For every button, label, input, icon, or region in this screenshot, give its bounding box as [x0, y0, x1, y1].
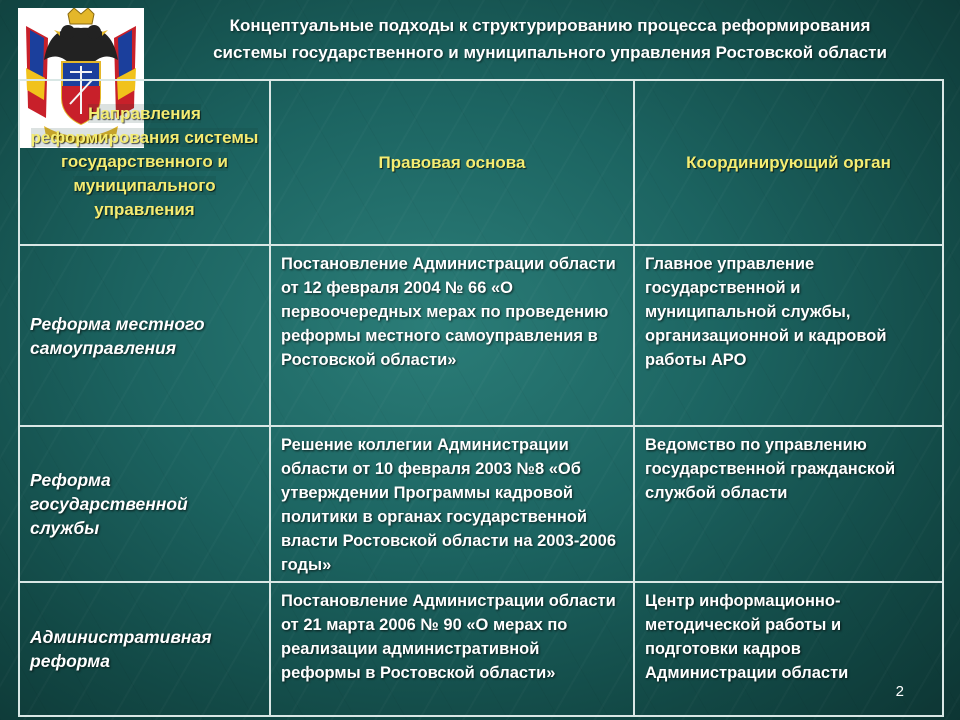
reform-approaches-table	[18, 79, 944, 717]
table-header-row	[19, 80, 943, 245]
coordinating-body-cell: Главное управление государственной и муниципальной службы, организационной и кадровой работы АРО	[634, 245, 943, 426]
page-number: 2	[895, 683, 904, 700]
table-row	[19, 426, 943, 582]
column-header-directions: Направления реформирования системы государственного и муниципального управления	[19, 80, 270, 245]
table-row	[19, 582, 943, 716]
legal-basis-cell: Постановление Администрации области от 21 марта 2006 № 90 «О мерах по реализации административной реформы в Ростовской области»	[270, 582, 634, 716]
coordinating-body-cell: Ведомство по управлению государственной гражданской службой области	[634, 426, 943, 582]
direction-cell: Реформа государственной службы	[19, 426, 270, 582]
slide-title-line-1: Концептуальные подходы к структурированию процесса реформирования	[229, 16, 871, 35]
legal-basis-cell: Постановление Администрации области от 12 февраля 2004 № 66 «О первоочередных мерах по проведению реформы местного самоуправления в Ростовской области»	[270, 245, 634, 426]
column-header-coordinating-body: Координирующий орган	[634, 80, 943, 245]
column-header-legal-basis: Правовая основа	[270, 80, 634, 245]
direction-cell: Административная реформа	[19, 582, 270, 716]
slide-title-line-2: системы государственного и муниципального управления Ростовской области	[213, 43, 887, 62]
slide-title	[150, 12, 950, 66]
table-row	[19, 245, 943, 426]
coordinating-body-cell: Центр информационно-методической работы и подготовки кадров Администрации области	[634, 582, 943, 716]
legal-basis-cell: Решение коллегии Администрации области от 10 февраля 2003 №8 «Об утверждении Программы кадровой политики в органах государственной власти Ростовской области на 2003-2006 годы»	[270, 426, 634, 582]
direction-cell: Реформа местного самоуправления	[19, 245, 270, 426]
